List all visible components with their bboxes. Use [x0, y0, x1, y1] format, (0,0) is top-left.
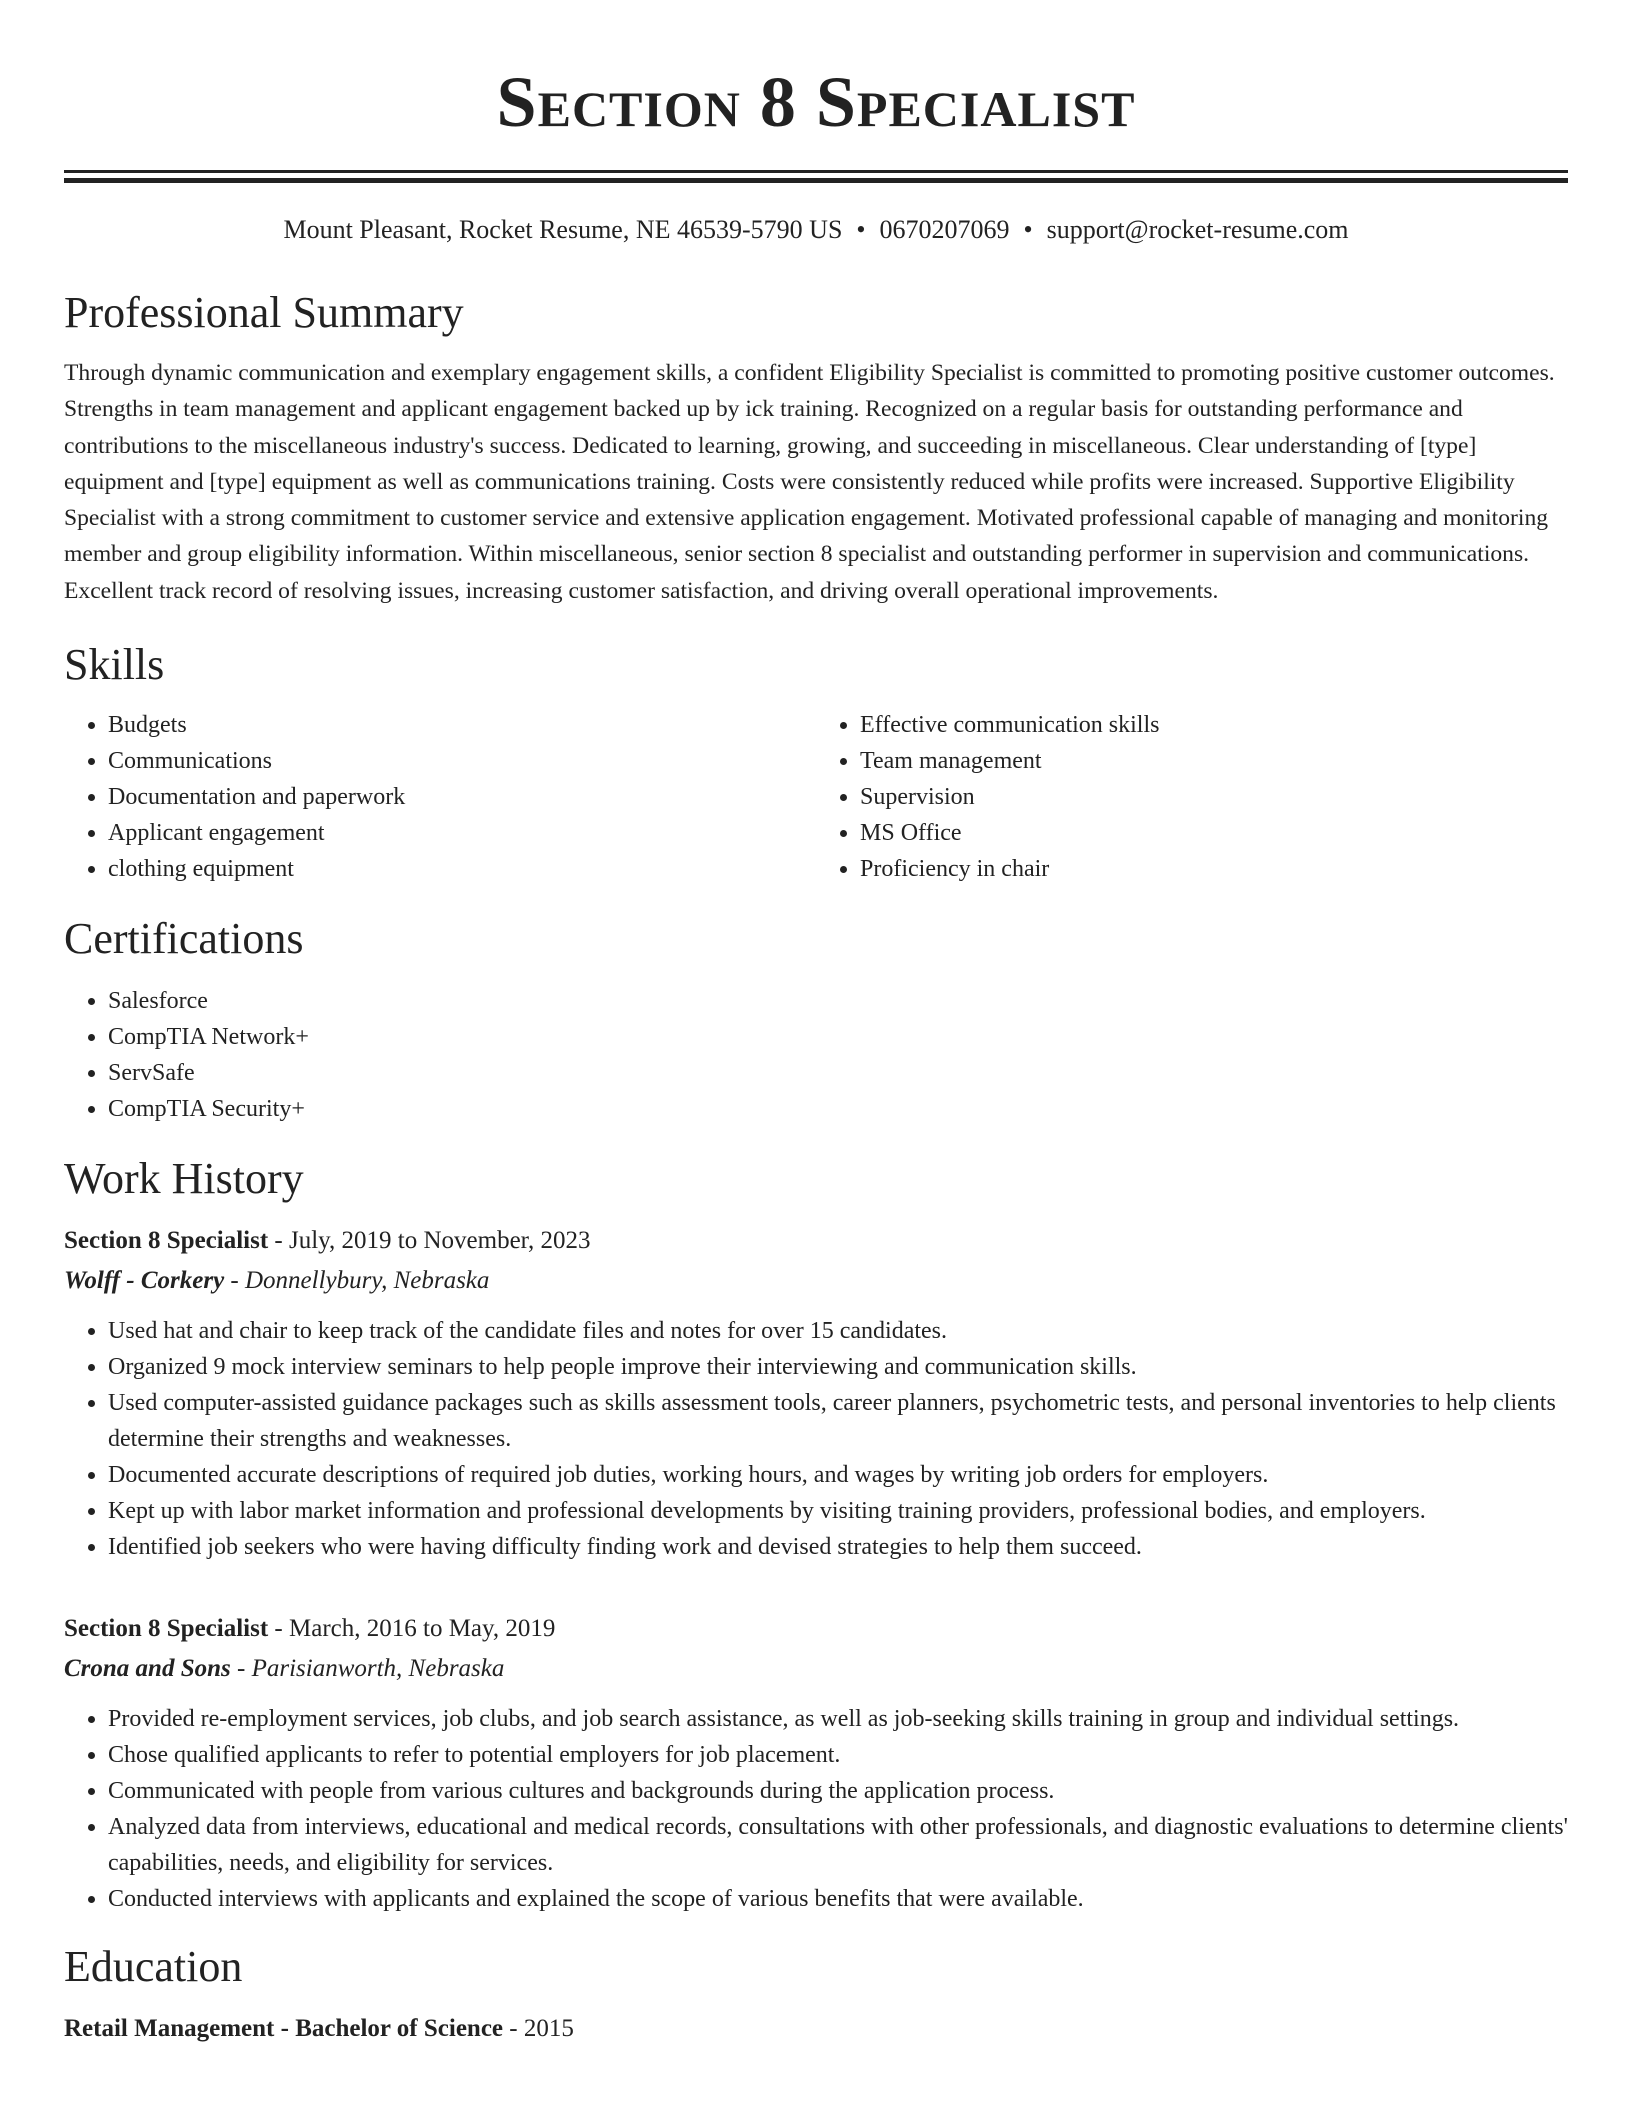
job-title-line	[64, 1221, 1568, 1261]
contact-separator: •	[1023, 215, 1033, 244]
contact-address: Mount Pleasant, Rocket Resume, NE 46539-5790 US	[283, 215, 843, 244]
skill-item: • Budgets	[108, 707, 816, 743]
skill-item: • Communications	[108, 743, 816, 779]
summary-heading: Professional Summary	[64, 288, 464, 337]
job-bullet: • Communicated with people from various cultures and backgrounds during the application process.	[108, 1773, 1568, 1809]
employer-line	[64, 1261, 1568, 1301]
education-heading: Education	[64, 1942, 243, 1992]
job-title-line	[64, 1609, 1568, 1649]
job-entry	[64, 1609, 1568, 1917]
job-bullets	[64, 1701, 1568, 1917]
job-bullet: • Used hat and chair to keep track of the candidate files and notes for over 15 candidates.	[108, 1313, 1568, 1349]
contact-phone: 0670207069	[879, 215, 1010, 244]
job-title: Section 8 Specialist	[64, 1615, 269, 1643]
job-bullet: • Provided re-employment services, job clubs, and job search assistance, as well as job-seeking skills training in group and individual settings.	[108, 1701, 1568, 1737]
certification-item: • ServSafe	[108, 1055, 1568, 1091]
job-bullet: • Identified job seekers who were having difficulty finding work and devised strategies to help them succeed.	[108, 1529, 1568, 1565]
employer-line	[64, 1649, 1568, 1689]
skills-heading: Skills	[64, 640, 165, 690]
job-dates: - July, 2019 to November, 2023	[268, 1227, 591, 1255]
certifications-heading: Certifications	[64, 914, 304, 964]
education-entry	[64, 2009, 1568, 2049]
skill-item: • Documentation and paperwork	[108, 779, 816, 815]
summary-text: Through dynamic communication and exemplary engagement skills, a confident Eligibility Specialist is committed to promoting positive customer outcomes. Strengths in team management and applicant engagement backed up by ick training. Recognized on a regular basis for outstanding performance and contributions to the miscellaneous industry's success. Dedicated to learning, growing, and succeeding in miscellaneous. Clear understanding of [type] equipment and [type] equipment as well as communications training. Costs were consistently reduced while profits were increased. Supportive Eligibility Specialist with a strong commitment to customer service and extensive application engagement. Motivated professional capable of managing and monitoring member and group eligibility information. Within miscellaneous, senior section 8 specialist and outstanding performer in supervision and communications. Excellent track record of resolving issues, increasing customer satisfaction, and driving overall operational improvements.	[64, 360, 1555, 604]
job-bullet: • Organized 9 mock interview seminars to help people improve their interviewing and communication skills.	[108, 1349, 1568, 1385]
contact-email[interactable]: support@rocket-resume.com	[1046, 215, 1349, 244]
skill-item: • Supervision	[860, 779, 1568, 815]
contact-line	[64, 213, 1568, 247]
skill-item: • Applicant engagement	[108, 815, 816, 851]
job-bullet: • Chose qualified applicants to refer to potential employers for job placement.	[108, 1737, 1568, 1773]
skill-item: • MS Office	[860, 815, 1568, 851]
job-bullets	[64, 1313, 1568, 1565]
certification-item: • Salesforce	[108, 983, 1568, 1019]
job-bullet: • Used computer-assisted guidance packages such as skills assessment tools, career planners, psychometric tests, and personal inventories to help clients determine their strengths and weaknesses.	[108, 1385, 1568, 1457]
contact-separator: •	[856, 215, 866, 244]
job-dates: - March, 2016 to May, 2019	[268, 1615, 556, 1643]
employer-name: Wolff - Corkery	[64, 1267, 225, 1295]
skill-item: • Team management	[860, 743, 1568, 779]
resume-name-title: Section 8 Specialist	[496, 62, 1136, 142]
certification-item: • CompTIA Security+	[108, 1091, 1568, 1127]
header-double-rule	[64, 170, 1568, 183]
employer-location: - Parisianworth, Nebraska	[230, 1655, 505, 1683]
certification-item: • CompTIA Network+	[108, 1019, 1568, 1055]
job-entry	[64, 1221, 1568, 1565]
certifications-list	[64, 983, 1568, 1127]
job-title: Section 8 Specialist	[64, 1227, 269, 1255]
education-degree: Retail Management - Bachelor of Science	[64, 2015, 504, 2043]
skills-columns	[64, 707, 1568, 887]
job-bullet: • Analyzed data from interviews, educational and medical records, consultations with other professionals, and diagnostic evaluations to determine clients' capabilities, needs, and eligibility for services.	[108, 1809, 1568, 1881]
skills-list-right	[816, 707, 1568, 887]
job-bullet: • Kept up with labor market information and professional developments by visiting training providers, professional bodies, and employers.	[108, 1493, 1568, 1529]
skills-list-left	[64, 707, 816, 887]
skill-item: • Proficiency in chair	[860, 851, 1568, 887]
work-history-heading: Work History	[64, 1154, 304, 1204]
employer-location: - Donnellybury, Nebraska	[224, 1267, 490, 1295]
skill-item: • Effective communication skills	[860, 707, 1568, 743]
employer-name: Crona and Sons	[64, 1655, 231, 1683]
skill-item: • clothing equipment	[108, 851, 816, 887]
education-year: - 2015	[503, 2015, 574, 2043]
job-bullet: • Documented accurate descriptions of required job duties, working hours, and wages by writing job orders for employers.	[108, 1457, 1568, 1493]
job-bullet: • Conducted interviews with applicants and explained the scope of various benefits that were available.	[108, 1881, 1568, 1917]
